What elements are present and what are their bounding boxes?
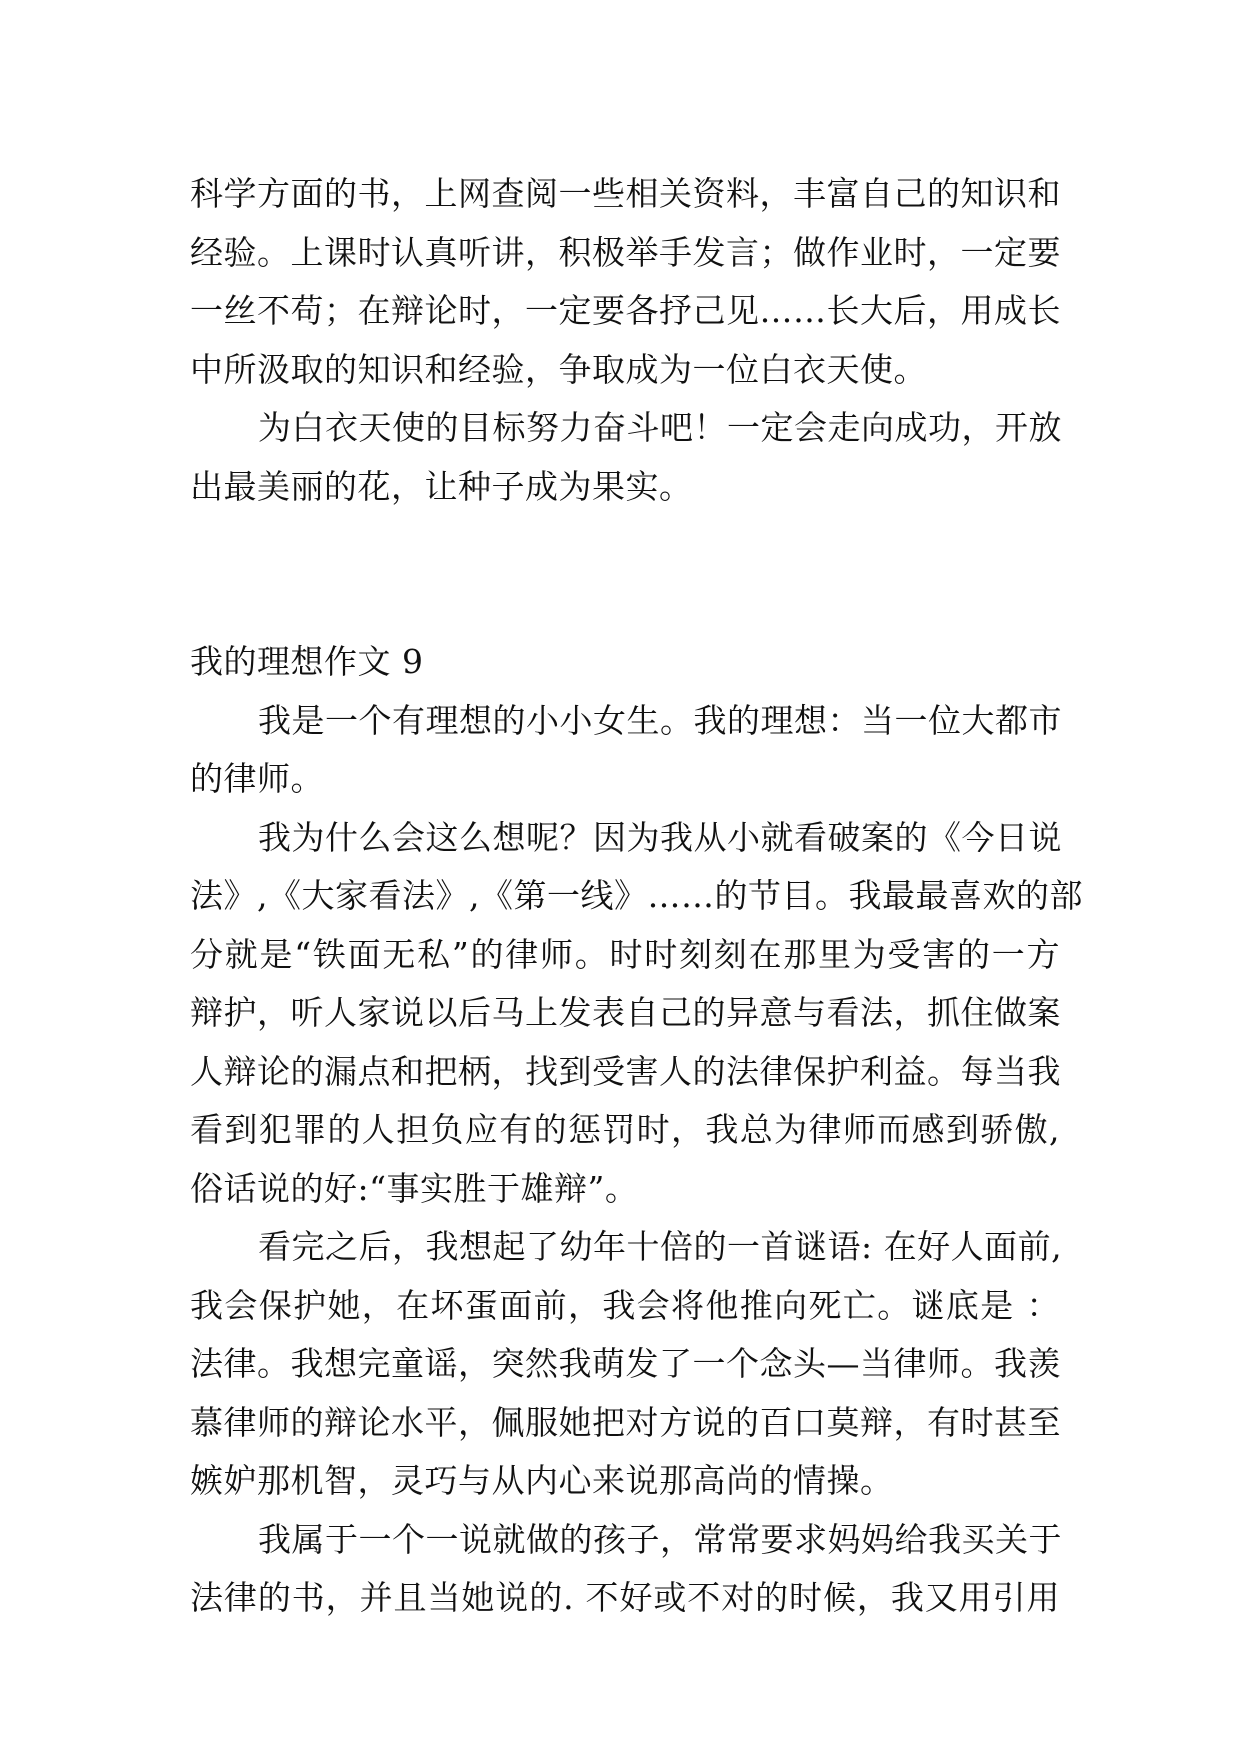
text-line: 分就是“铁面无私”的律师。时时刻刻在那里为受害的一方 [190, 934, 1060, 974]
text-line: 科学方面的书，上网查阅一些相关资料，丰富自己的知识和 [190, 174, 1061, 213]
text-line: 看到犯罪的人担负应有的惩罚时，我总为律师而感到骄傲, [190, 1110, 1060, 1149]
text-line: 我是一个有理想的小小女生。我的理想：当一位大都市 [258, 700, 1062, 740]
text-line: 看完之后，我想起了幼年十倍的一首谜语: 在好人面前, [258, 1227, 1063, 1266]
text-line: 嫉妒那机智，灵巧与从内心来说那高尚的情操。 [190, 1461, 894, 1500]
text-line: 法律。我想完童谣，突然我萌发了一个念头—当律师。我羡 [190, 1344, 1061, 1383]
text-line: 经验。上课时认真听讲，积极举手发言；做作业时，一定要 [190, 232, 1061, 272]
section-title: 我的理想作文 9 [190, 642, 424, 681]
text-line: 慕律师的辩论水平，佩服她把对方说的百口莫辩，有时甚至 [190, 1402, 1061, 1442]
text-line: 辩护，听人家说以后马上发表自己的异意与看法，抓住做案 [190, 993, 1061, 1032]
text-line: 为白衣天使的目标努力奋斗吧！一定会走向成功，开放 [258, 408, 1062, 447]
paragraph [190, 1218, 1063, 1511]
text-line: 人辩论的漏点和把柄，找到受害人的法律保护利益。每当我 [190, 1051, 1061, 1091]
text-line: 一丝不苟；在辩论时，一定要各抒己见……长大后，用成长 [190, 291, 1061, 330]
text-line: 中所汲取的知识和经验，争取成为一位白衣天使。 [190, 349, 927, 389]
text-line: 法律的书，并且当她说的. 不好或不对的时候，我又用引用 [190, 1578, 1060, 1617]
paragraph [190, 399, 1060, 516]
text-line: 的律师。 [190, 759, 324, 798]
document-body [190, 165, 1083, 1628]
section-spacer [190, 516, 1060, 633]
text-line: 法》,《大家看法》,《第一线》……的节目。我最最喜欢的部 [190, 876, 1083, 915]
text-line: 我属于一个一说就做的孩子，常常要求妈妈给我买关于 [258, 1519, 1062, 1559]
paragraph [190, 809, 1083, 1219]
text-line: 俗话说的好:“事实胜于雄辩”。 [190, 1168, 639, 1208]
paragraph [190, 692, 1060, 809]
text-line: 我为什么会这么想呢？因为我从小就看破案的《今日说 [258, 817, 1062, 857]
paragraph [190, 165, 1060, 399]
text-line: 我会保护她，在坏蛋面前，我会将他推向死亡。谜底是 ： [190, 1285, 1060, 1325]
paragraph [190, 1511, 1060, 1628]
text-line: 出最美丽的花，让种子成为果实。 [190, 466, 693, 506]
